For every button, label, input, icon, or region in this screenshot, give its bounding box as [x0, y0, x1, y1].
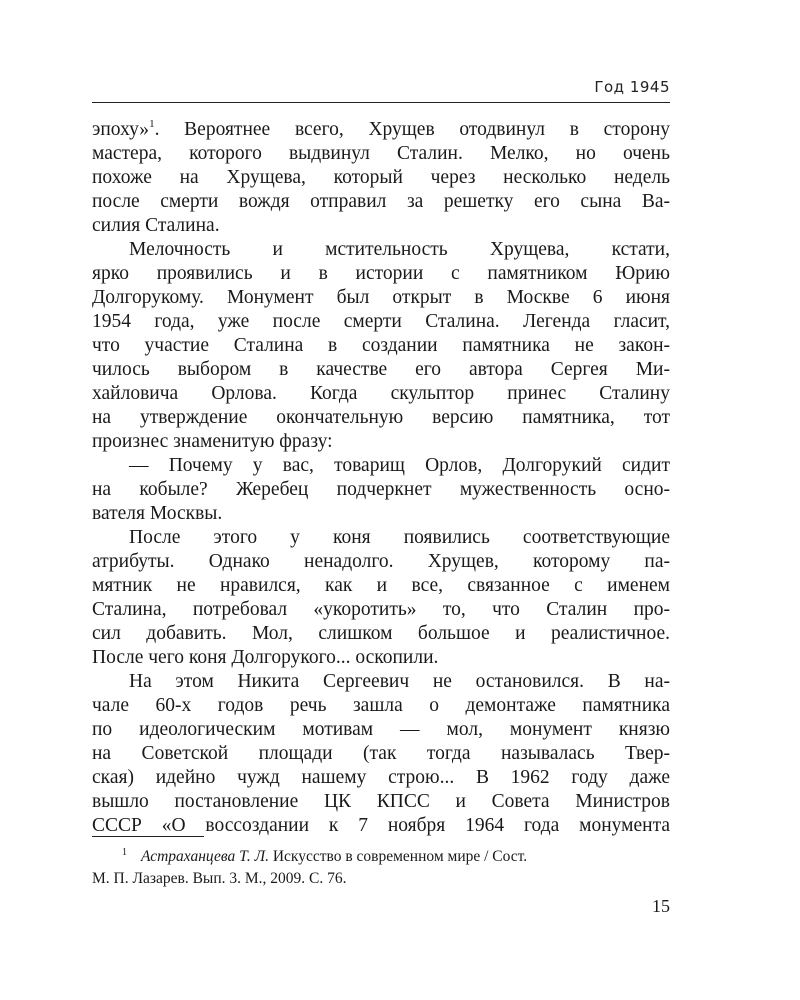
text-line: — Почему у вас, товарищ Орлов, Долгорукий сидит	[129, 455, 670, 476]
footnote-source: Искусство в современном мире / Сост.	[268, 848, 528, 865]
footnote	[92, 846, 670, 890]
text-line: Мелочность и мстительность Хрущева, кстати,	[129, 239, 670, 260]
text-fragment: . Вероятнее всего, Хрущев отодвинул в сторону	[154, 119, 670, 140]
footnote-line	[92, 846, 670, 868]
text-line: на Советской площади (так тогда называлась Твер-	[92, 743, 670, 764]
footnote-separator	[92, 836, 204, 837]
running-title: Год 1945	[594, 78, 670, 96]
text-line: на кобыле? Жеребец подчеркнет мужественность осно-	[92, 479, 670, 500]
text-line: что участие Сталина в создании памятника не закон-	[92, 335, 670, 356]
text-line: по идеологическим мотивам — мол, монумент князю	[92, 719, 670, 740]
text-line: чале 60-х годов речь зашла о демонтаже памятника	[92, 695, 670, 716]
text-line: 1954 года, уже после смерти Сталина. Легенда гласит,	[92, 311, 670, 332]
text-line: произнес знаменитую фразу:	[92, 431, 333, 452]
text-line: После чего коня Долгорукого... оскопили.	[92, 647, 439, 668]
text-line: силия Сталина.	[92, 215, 220, 236]
text-line	[92, 118, 670, 142]
footnote-reference: 1	[149, 118, 155, 130]
text-line: ярко проявились и в истории с памятником Юрию	[92, 263, 670, 284]
text-line: хайловича Орлова. Когда скульптор принес Сталину	[92, 383, 670, 404]
text-line: мастера, которого выдвинул Сталин. Мелко, но очень	[92, 143, 670, 164]
text-line: Сталина, потребовал «укоротить» то, что Сталин про-	[92, 599, 670, 620]
footnote-line: М. П. Лазарев. Вып. 3. М., 2009. С. 76.	[92, 870, 347, 887]
text-line: после смерти вождя отправил за решетку его сына Ва-	[92, 191, 670, 212]
text-line: сил добавить. Мол, слишком большое и реалистичное.	[92, 623, 670, 644]
main-text	[92, 118, 670, 838]
text-line: После этого у коня появились соответствующие	[129, 527, 670, 548]
text-line: Долгорукому. Монумент был открыт в Москве 6 июня	[92, 287, 670, 308]
footnote-marker: 1	[122, 847, 127, 858]
text-line: вателя Москвы.	[92, 503, 223, 524]
running-head	[92, 78, 670, 103]
text-line: мятник не нравился, как и все, связанное с именем	[92, 575, 670, 596]
text-line: похоже на Хрущева, который через несколько недель	[92, 167, 670, 188]
text-line: вышло постановление ЦК КПСС и Совета Министров	[92, 791, 670, 812]
text-line: атрибуты. Однако ненадолго. Хрущев, которому па-	[92, 551, 670, 572]
text-line: ская) идейно чужд нашему строю... В 1962 году даже	[92, 767, 670, 788]
text-line: На этом Никита Сергеевич не остановился. В на-	[129, 671, 670, 692]
text-line: на утверждение окончательную версию памятника, тот	[92, 407, 670, 428]
text-line: СССР «О воссоздании к 7 ноября 1964 года монумента	[92, 815, 670, 836]
page-number: 15	[652, 896, 670, 916]
text-line: чилось выбором в качестве его автора Сергея Ми-	[92, 359, 670, 380]
footnote-author: Астраханцева Т. Л.	[141, 848, 269, 865]
text-fragment: эпоху»	[92, 119, 150, 140]
